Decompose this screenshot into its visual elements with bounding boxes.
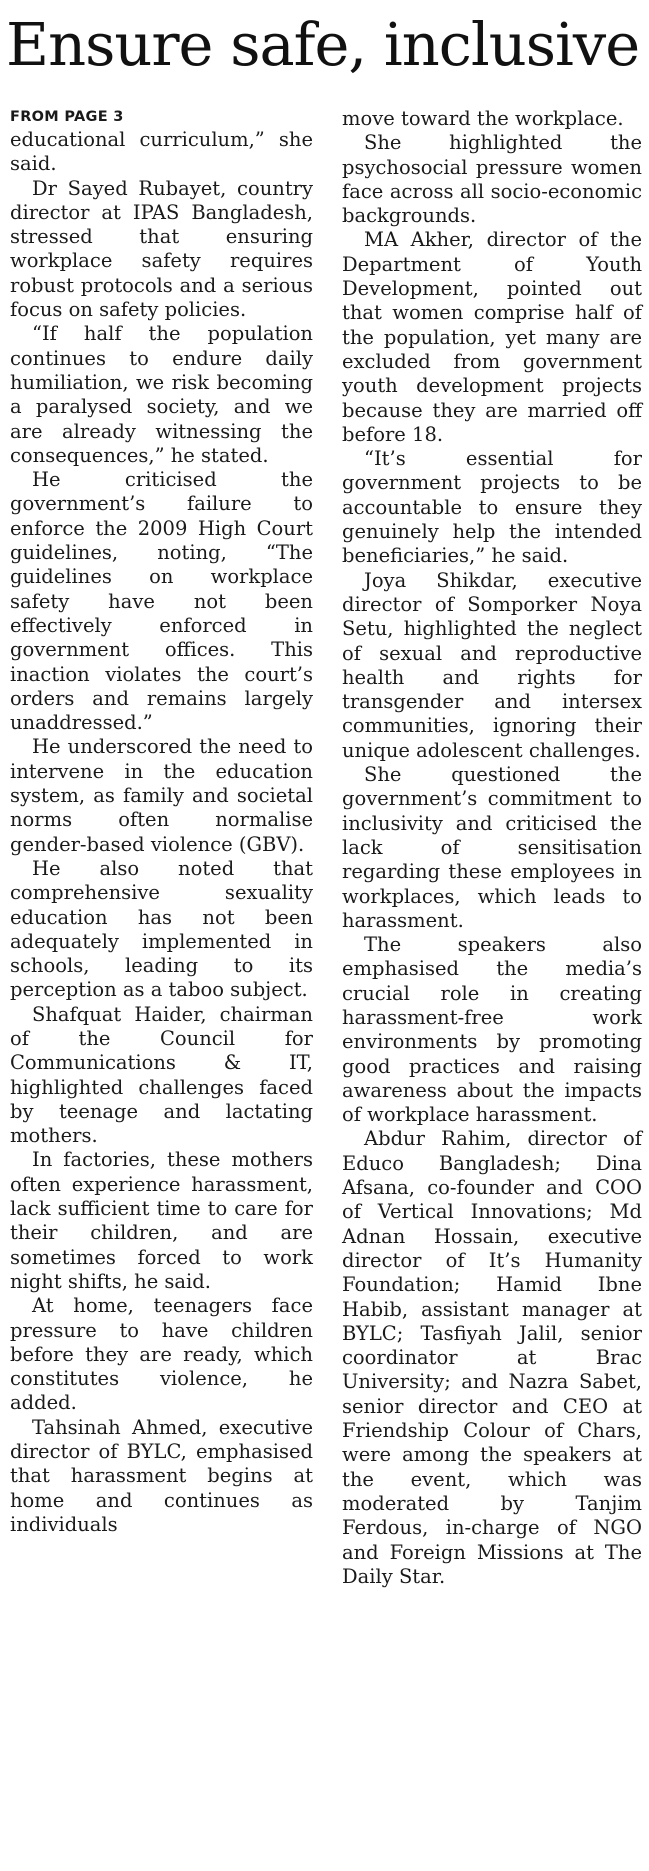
paragraph: He underscored the need to intervene in the education system, as family and societal norms often normalise gender-based violence (GBV). (10, 735, 313, 856)
paragraph: educational curriculum,” she said. (10, 128, 313, 176)
paragraph: He also noted that comprehensive sexuality education has not been adequately implemented in schools, leading to its perception as a taboo subject. (10, 856, 313, 1002)
paragraph: “If half the population continues to endure daily humiliation, we risk becoming a paralysed society, and we are already witnessing the consequences,” he stated. (10, 322, 313, 467)
paragraph: Abdur Rahim, director of Educo Bangladesh; Dina Afsana, co-founder and COO of Vertical Innovations; Md Adnan Hossain, executive director of It’s Humanity Foundation; Hamid Ibne Habib, assistant manager at BYLC; Tasfiyah Jalil, senior coordinator at Brac University; and Nazra Sabet, senior director and CEO at Friendship Colour of Chars, were among the speakers at the event, which was moderated by Tanjim Ferdous, in-charge of NGO and Foreign Missions at The Daily Star. (342, 1127, 642, 1588)
paragraph: Tahsinah Ahmed, executive director of BYLC, emphasised that harassment begins at home and continues as individuals (10, 1415, 313, 1536)
paragraph: Joya Shikdar, executive director of Somporker Noya Setu, highlighted the neglect of sexual and reproductive health and rights for transgender and intersex communities, ignoring their unique adolescent challenges. (342, 568, 642, 762)
paragraph: She highlighted the psychosocial pressure women face across all socio-economic backgrounds. (342, 131, 642, 228)
jump-label: FROM PAGE 3 (10, 109, 124, 125)
paragraph: The speakers also emphasised the media’s crucial role in creating harassment-free work environments by promoting good practices and raising awareness about the impacts of workplace harassment. (342, 933, 642, 1127)
paragraph: “It’s essential for government projects to be accountable to ensure they genuinely help the intended beneficiaries,” he said. (342, 447, 642, 568)
paragraph: Shafquat Haider, chairman of the Council for Communications & IT, highlighted challenges faced by teenage and lactating mothers. (10, 1002, 313, 1148)
paragraph: MA Akher, director of the Department of Youth Development, pointed out that women comprise half of the population, yet many are excluded from government youth development projects because they are married off before 18. (342, 228, 642, 446)
paragraph: In factories, these mothers often experience harassment, lack sufficient time to care for their children, and are sometimes forced to work night shifts, he said. (10, 1148, 313, 1293)
paragraph: Dr Sayed Rubayet, country director at IPAS Bangladesh, stressed that ensuring workplace safety requires robust protocols and a serious focus on safety policies. (10, 176, 313, 322)
paragraph: She questioned the government’s commitment to inclusivity and criticised the lack of sensitisation regarding these employees in workplaces, which leads to harassment. (342, 763, 642, 932)
article-column-right (342, 107, 642, 1589)
paragraph: At home, teenagers face pressure to have children before they are ready, which constitutes violence, he added. (10, 1294, 313, 1415)
paragraph: move toward the workplace. (342, 107, 624, 130)
article-column-left (10, 108, 313, 1537)
headline: Ensure safe, inclusive (6, 10, 640, 79)
paragraph: He criticised the government’s failure to enforce the 2009 High Court guidelines, noting, “The guidelines on workplace safety have not been effectively enforced in government offices. This inaction violates the court’s orders and remains largely unaddressed.” (10, 468, 313, 735)
